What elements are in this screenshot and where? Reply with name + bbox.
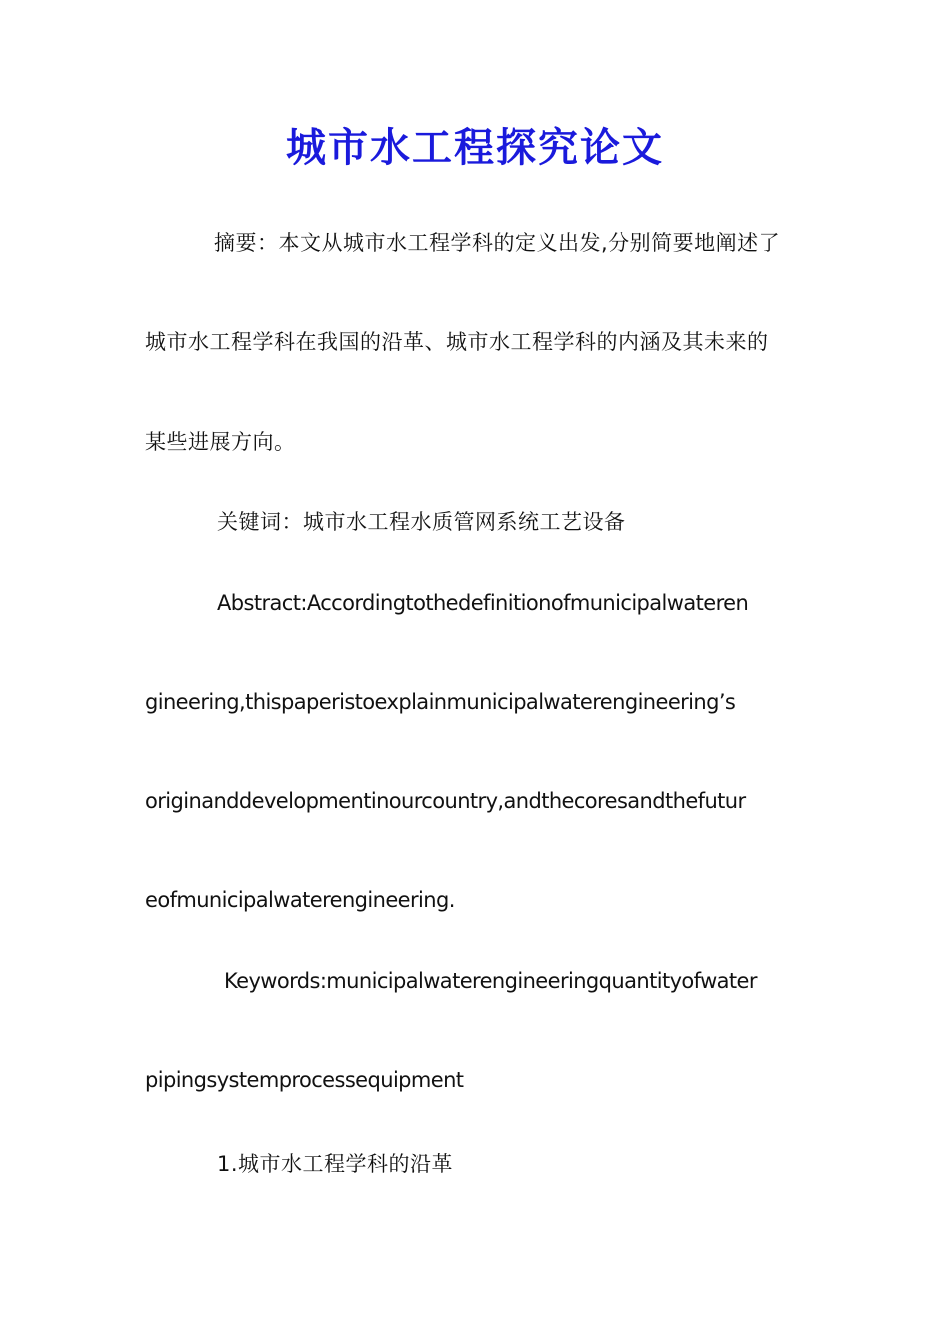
abstract-cn-line-3: 某些进展方向。 [145, 430, 296, 454]
abstract-en-line-1: Abstract:Accordingtothedefinitionofmunicipalwateren [217, 591, 749, 615]
keywords-cn: 关键词：城市水工程水质管网系统工艺设备 [217, 510, 626, 534]
abstract-cn-line-2: 城市水工程学科在我国的沿革、城市水工程学科的内涵及其未来的 [145, 330, 769, 354]
abstract-en-line-4: eofmunicipalwaterengineering. [145, 888, 455, 912]
document-title: 城市水工程探究论文 [286, 124, 664, 171]
abstract-cn-line-1: 摘要：本文从城市水工程学科的定义出发,分别简要地阐述了 [214, 231, 781, 255]
keywords-en-line-2: pipingsystemprocessequipment [145, 1068, 464, 1092]
section-1-heading: 1.城市水工程学科的沿革 [217, 1152, 454, 1176]
abstract-en-line-2: gineering,thispaperistoexplainmunicipalwaterengineering’s [145, 690, 736, 714]
keywords-en-line-1: Keywords:municipalwaterengineeringquantityofwater [224, 969, 757, 993]
abstract-en-line-3: originanddevelopmentinourcountry,andthecoresandthefutur [145, 789, 746, 813]
